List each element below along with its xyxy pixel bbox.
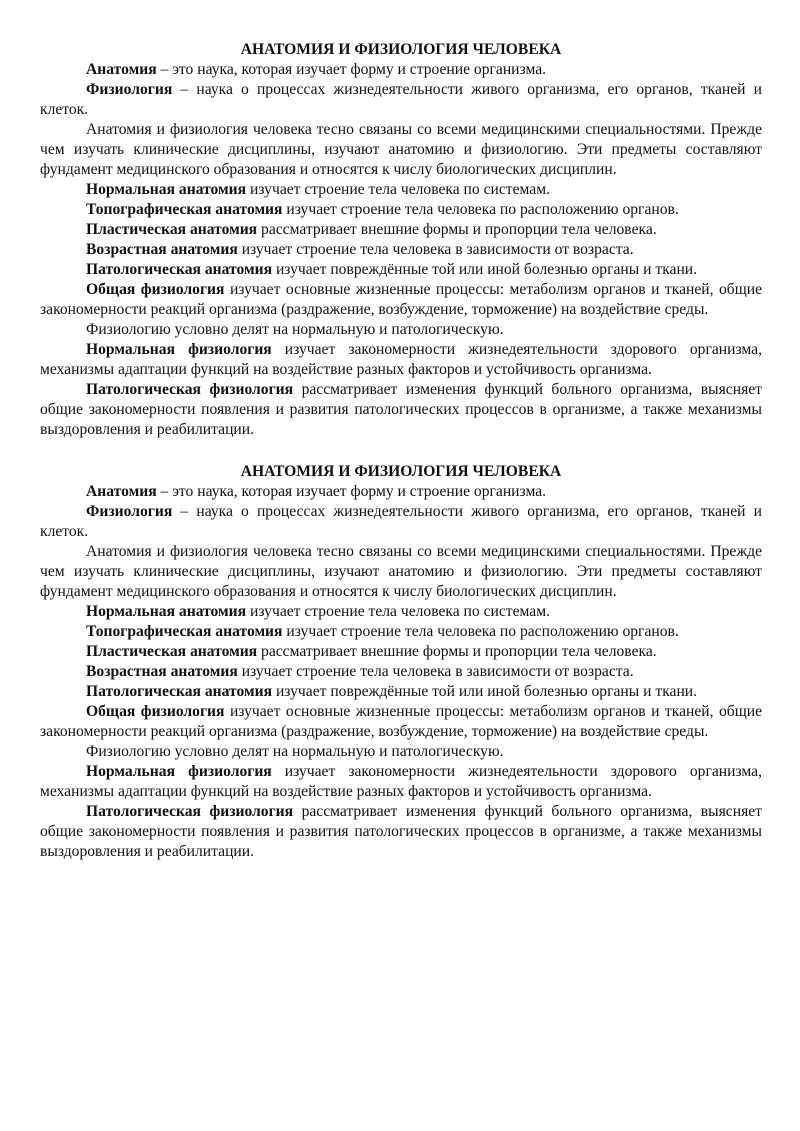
paragraph bbox=[40, 482, 762, 502]
paragraph-term: Общая физиология bbox=[86, 703, 225, 720]
paragraph bbox=[40, 120, 762, 180]
paragraph-term: Патологическая анатомия bbox=[86, 683, 273, 700]
paragraph-term: Физиология bbox=[86, 503, 173, 520]
paragraph-term: Физиология bbox=[86, 81, 173, 98]
paragraph-text: рассматривает изменения функций больного организма, выясняет общие закономерности появления и развития патологических процессов в организме, а также механизмы выздоровления и реабилитации. bbox=[40, 381, 762, 438]
paragraph bbox=[40, 702, 762, 742]
paragraph-term: Нормальная анатомия bbox=[86, 603, 247, 620]
paragraph-text: – это наука, которая изучает форму и строение организма. bbox=[156, 61, 547, 78]
paragraph-text: рассматривает внешние формы и пропорции тела человека. bbox=[257, 643, 657, 660]
paragraph-term: Патологическая анатомия bbox=[86, 261, 273, 278]
paragraph-text: Анатомия и физиология человека тесно связаны со всеми медицинскими специальностями. Прежде чем изучать клинические дисциплины, изучают анатомию и физиологию. Эти предметы составляют фундамент медицинского образования и относятся к числу биологических дисциплин. bbox=[40, 543, 762, 600]
paragraph-text: рассматривает изменения функций больного организма, выясняет общие закономерности появления и развития патологических процессов в организме, а также механизмы выздоровления и реабилитации. bbox=[40, 803, 762, 860]
paragraph bbox=[40, 280, 762, 320]
paragraph bbox=[40, 380, 762, 440]
paragraph bbox=[40, 622, 762, 642]
paragraph-text: изучает строение тела человека по системам. bbox=[246, 181, 550, 198]
paragraph-text: Анатомия и физиология человека тесно связаны со всеми медицинскими специальностями. Прежде чем изучать клинические дисциплины, изучают анатомию и физиологию. Эти предметы составляют фундамент медицинского образования и относятся к числу биологических дисциплин. bbox=[40, 121, 762, 178]
paragraph-term: Топографическая анатомия bbox=[86, 623, 283, 640]
paragraph-text: Физиологию условно делят на нормальную и патологическую. bbox=[86, 321, 504, 338]
paragraph-term: Анатомия bbox=[86, 483, 157, 500]
paragraph bbox=[40, 662, 762, 682]
paragraph-text: Физиологию условно делят на нормальную и патологическую. bbox=[86, 743, 504, 760]
paragraph bbox=[40, 682, 762, 702]
paragraph bbox=[40, 742, 762, 762]
paragraph-text: – наука о процессах жизнедеятельности живого организма, его органов, тканей и клеток. bbox=[40, 81, 762, 118]
paragraph-text: изучает основные жизненные процессы: метаболизм органов и тканей, общие закономерности реакций организма (раздражение, возбуждение, торможение) на воздействие среды. bbox=[40, 281, 762, 318]
paragraph bbox=[40, 642, 762, 662]
paragraph bbox=[40, 180, 762, 200]
paragraph-term: Патологическая физиология bbox=[86, 803, 294, 820]
paragraph-text: рассматривает внешние формы и пропорции тела человека. bbox=[257, 221, 657, 238]
paragraph-term: Возрастная анатомия bbox=[86, 663, 238, 680]
paragraph-text: изучает строение тела человека по расположению органов. bbox=[282, 201, 679, 218]
paragraph-text: изучает строение тела человека в зависимости от возраста. bbox=[237, 663, 634, 680]
paragraph bbox=[40, 240, 762, 260]
section-title: АНАТОМИЯ И ФИЗИОЛОГИЯ ЧЕЛОВЕКА bbox=[240, 41, 562, 58]
paragraph bbox=[40, 220, 762, 240]
paragraph bbox=[40, 602, 762, 622]
paragraph bbox=[40, 340, 762, 380]
paragraph-term: Пластическая анатомия bbox=[86, 643, 258, 660]
paragraph-term: Анатомия bbox=[86, 61, 157, 78]
paragraph bbox=[40, 260, 762, 280]
paragraph bbox=[40, 762, 762, 802]
paragraph-term: Пластическая анатомия bbox=[86, 221, 258, 238]
paragraph-text: изучает повреждённые той или иной болезнью органы и ткани. bbox=[272, 683, 698, 700]
paragraph-term: Нормальная физиология bbox=[86, 341, 272, 358]
paragraph bbox=[40, 802, 762, 862]
paragraph-term: Патологическая физиология bbox=[86, 381, 294, 398]
paragraph-text: изучает закономерности жизнедеятельности здорового организма, механизмы адаптации функций на воздействие разных факторов и устойчивость организма. bbox=[40, 341, 762, 378]
paragraph bbox=[40, 200, 762, 220]
paragraph-text: изучает основные жизненные процессы: метаболизм органов и тканей, общие закономерности реакций организма (раздражение, возбуждение, торможение) на воздействие среды. bbox=[40, 703, 762, 740]
paragraph-text: – наука о процессах жизнедеятельности живого организма, его органов, тканей и клеток. bbox=[40, 503, 762, 540]
paragraph-text: изучает строение тела человека по расположению органов. bbox=[282, 623, 679, 640]
paragraph bbox=[40, 502, 762, 542]
paragraph-term: Топографическая анатомия bbox=[86, 201, 283, 218]
paragraph-text: изучает повреждённые той или иной болезнью органы и ткани. bbox=[272, 261, 698, 278]
section-1 bbox=[40, 40, 762, 440]
paragraph-term: Общая физиология bbox=[86, 281, 225, 298]
document-page bbox=[40, 40, 762, 884]
section-title: АНАТОМИЯ И ФИЗИОЛОГИЯ ЧЕЛОВЕКА bbox=[240, 463, 562, 480]
paragraph bbox=[40, 320, 762, 340]
paragraph-text: – это наука, которая изучает форму и строение организма. bbox=[156, 483, 547, 500]
paragraph-term: Нормальная физиология bbox=[86, 763, 272, 780]
paragraph-text: изучает закономерности жизнедеятельности здорового организма, механизмы адаптации функций на воздействие разных факторов и устойчивость организма. bbox=[40, 763, 762, 800]
paragraph-text: изучает строение тела человека в зависимости от возраста. bbox=[237, 241, 634, 258]
paragraph-term: Нормальная анатомия bbox=[86, 181, 247, 198]
section-2 bbox=[40, 462, 762, 862]
paragraph bbox=[40, 80, 762, 120]
paragraph-text: изучает строение тела человека по системам. bbox=[246, 603, 550, 620]
paragraph bbox=[40, 60, 762, 80]
paragraph-term: Возрастная анатомия bbox=[86, 241, 238, 258]
paragraph bbox=[40, 542, 762, 602]
